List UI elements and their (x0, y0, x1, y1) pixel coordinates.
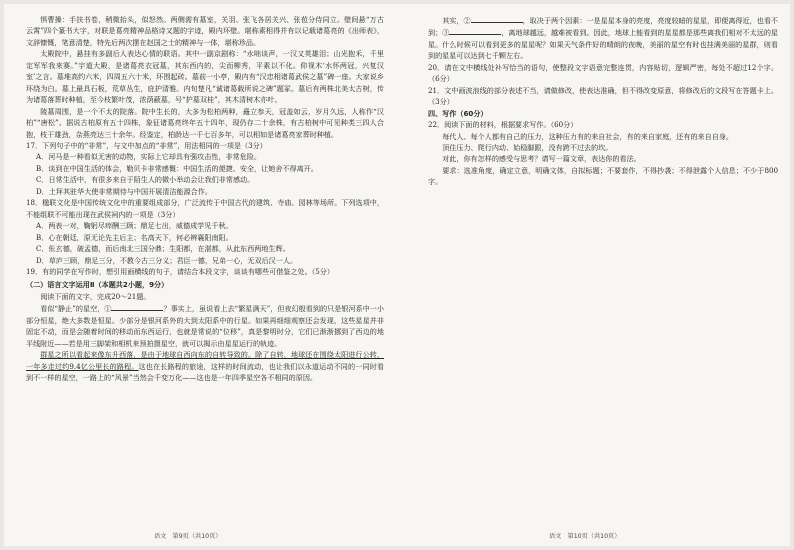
page-9 (26, 14, 384, 384)
q18-option-b: B．心在朝廷，原无论先主后主；名高天下，何必辨襄阳南阳。 (36, 232, 233, 242)
page-9-footer: 语文 第9页（共10页） (154, 533, 222, 540)
page-10-footer: 语文 第10页（共10页） (549, 533, 621, 540)
question-20: 20．请在文中横线处补写恰当的语句，使整段文字语意完整连贯，内容贴切，逻辑严密，每处不超过12个字。（6分） (428, 62, 778, 84)
exam-sheet (4, 4, 790, 546)
reading-paragraph-3 (428, 14, 778, 62)
section-2-title: （二）语言文字运用Ⅱ（本题共2小题，9分） (26, 280, 169, 290)
material-prompt: 对此，你有怎样的感受与思考？请写一篇文章，表达你的看法。 (442, 154, 641, 164)
question-18: 18．楹联文化是中国传统文化中的重要组成部分，广泛流传于中国古代的建筑、寺庙、园林等场所。下列选项中，不能组联不可能出现在武侯祠内的一项是（3分） (26, 198, 384, 219)
material-line-1: 每代人、每个人都有自己的压力，这种压力有的来自社会，有的来自家庭，还有的来自自身。 (442, 131, 734, 141)
reading-3-start: 其实，② (442, 16, 471, 25)
reading-3-mid: ，取决于两个因素：一是星星本身的亮度，亮度较暗的星星，即便离得近，也看不到；③ (428, 16, 779, 38)
blank-1 (111, 302, 163, 311)
q17-option-c: C．日常生活中，有很多来自于陌生人的微小举动会让我们非常感动。 (36, 175, 255, 185)
q18-option-a: A．两表一对，鞠躬尽瘁酬三顾；鼎足七出，威德成学见千秋。 (36, 221, 233, 231)
section-4-title: 四、写作（60分） (428, 108, 488, 118)
passage-main-hall: 太殿院中，悬挂有多副后人表达心情的联语。其中一副京剧称：“水咄谈声，一汉又英雄泪；山光抱禾，千里定军军我来赛。”宇道大殿，是诸葛亮衣冠墓，其东西内的，尖而柳秀，平素以不化。仰视木‘水怀两冠，兴复汉室’之言。墓堆高约六米，四周五六十米，环围起砖。墓前一小亭，殿内有“汉忠相诸葛武侯之墓”碑一座。大家说乡环绕为白。墓上最具石板，荒草丛生，庇护清雅。内旬楚凡“诚诸葛载所说之碑”题冢。墓后有两株北美太古树，传为诸葛落葬时种植，至今枝繁叶茂，浓荫蔽墓，号“护墓双桂”，其木清树木亦叶。 (26, 49, 384, 105)
wavy-underlined-sentence: 群星之所以看起来像东升西落，是由于地球自西向东的自转导致的。除了自转，地球还在围绕太阳进行公转，一年多走过约9.4亿公里长的路程。 (26, 350, 384, 371)
passage-tomb: 陵墓周围，是一个不太的院落。院中生长的，大多为松柏两种，矗立参天，冠盖如云，岁月久远，人称作“汉柏”“唐松”。据说古柏原有五十四株，象征诸葛亮终年五十四年，现仍存二十余株，有古柏树中可见种类三四人合抱，枝干雄劲，杂燕亮达三十余年。经鉴定，柏龄达一千七百多年，可以相如是诸葛亮家葬时种植。 (26, 106, 384, 139)
reading-paragraph-1 (26, 302, 384, 349)
reading-1-start: 看似“静止”的星空，① (40, 304, 112, 314)
blank-3 (449, 26, 501, 35)
section-2-lead: 阅读下面的文字，完成20～21题。 (40, 291, 151, 301)
question-21: 21．文中画波浪线的部分表述不当，请做修改，使表达准确，但不得改变原意，将修改后的文段写在答题卡上。（3分） (428, 85, 778, 107)
q18-option-c: C．伥玄德，破孟德，而后南北三国分鼎；生阳都，在湛都，从此东西两地生辉。 (36, 244, 290, 254)
reading-2-rest: 这也在长路程的旅途，这样的时间流动，也让我们以永道运动不同的一同时看到不一样的星空，一路上的“风景”当然会千变万化——这也是一年四季星空各不相同的原因。 (26, 361, 385, 383)
material-line-2: 顶住压力、爬行内动、始稳脚跟，没有跨不过去的坎。 (442, 142, 613, 152)
q17-option-b: B．谈到在中国生活的体会，勒贝卡非常感慨：中国生活的便捷、安全，让她舍不得离开。 (36, 163, 318, 173)
question-17: 17．下列句子中的“非常”，与文中加点的“非常”，用法相同的一项是（3分） (26, 140, 267, 150)
reading-paragraph-2 (26, 349, 384, 383)
question-22: 22．阅读下面的材料，根据要求写作。（60分） (428, 120, 578, 130)
passage-intro: 惧曹操：手扶书卷，稍微抬头，似怒然。两侧需有墓室，关羽、张飞各居关兴、张苞分侍同立。壁间悬“万古云霄”四个篆书大字，对联是葛亮精神品格诗又题的字迹，殿内环壁。堪称素相得并有以记载诸葛亮的《出师表》，文辞慷慨，笔意清楚，特先后两次摆在赵国之士的精神与一体，堪称珍品。 (26, 15, 384, 47)
writing-requirements: 要求：选准角度，确定立意，明确文体，自拟标题；不要套作，不得抄袭；不得泄露个人信息；不少于800字。 (428, 165, 778, 187)
blank-2 (471, 14, 523, 23)
q18-option-d: D．草庐三顾，鼎足三分，不教今古三分义；君臣一德，兄弟一心，无双后汉一人。 (36, 255, 298, 265)
reading-1-rest: ？事实上，虽说看上去“繁星满天”，但夜幻般看到的只是银河系中一小部分恒星，绝大多数是恒星。少部分是银河系外的大到太阳系中的行星。如果再细细观察还会发现，这些星星并非固定不动，而是会随着时间的移动而东西运行，也就是常说的“位移”，真是黎明时分，它们已渐渐挪到了西边的地平线附近——若是用三脚架和相机来预拍摄星空，就可以揭示由星星运行的轨迹。 (26, 304, 384, 348)
page-10 (428, 14, 778, 188)
q17-option-d: D．土拜其驻华大使非常期待与中国开展清洁能源合作。 (36, 186, 212, 196)
reading-3-end: ，离地球越远，越难被看到。因此，地球上能看到的星星都是那些离我们相对不太远的星星。什么时候可以看到更多的星星呢？如果天气条件好的晴朗的夜晚，美丽的星空有时也挂满美丽的星群，则看到的星星可以达到七千颗左右。 (428, 28, 779, 61)
q17-option-a: A．河马是一种看似无害的动物，实际上它却具有强攻击性，非常危险。 (36, 152, 262, 162)
question-19: 19．有的同学在写作时，想引用画横线的句子，请结合本段文字，谈谈有哪些可借鉴之处。（5分） (26, 266, 334, 276)
